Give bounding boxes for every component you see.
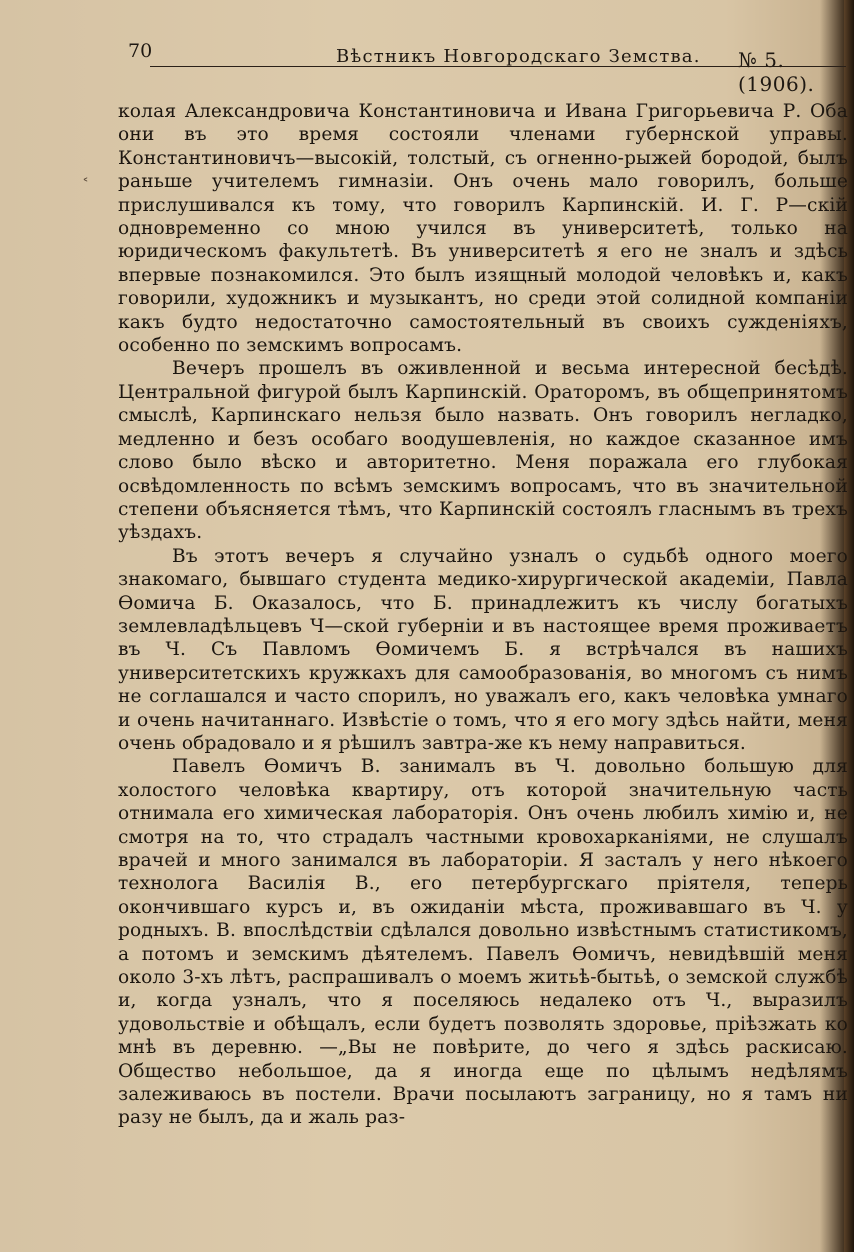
issue-number: № 5. (1906). <box>738 48 815 96</box>
body-text <box>118 100 848 1130</box>
margin-pencil-mark: ˂ <box>82 177 89 193</box>
paragraph-3: Въ этотъ вечеръ я случайно узналъ о судьбѣ одного моего знакомаго, бывшаго студента медико-хирургической академіи, Павла Ѳомича Б. Оказалось, что Б. принадлежитъ къ числу богатыхъ землевладѣльцевъ Ч—ской губерніи и въ настоящее время проживаетъ въ Ч. Съ Павломъ Ѳомичемъ Б. я встрѣчался въ нашихъ университетскихъ кружкахъ для самообразованія, во многомъ съ нимъ не соглашался и часто спорилъ, но уважалъ его, какъ человѣка умнаго и очень начитаннаго. Извѣстіе о томъ, что я его могу здѣсь найти, меня очень обрадовало и я рѣшилъ завтра-же къ нему направиться. <box>118 545 848 754</box>
paragraph-2: Вечеръ прошелъ въ оживленной и весьма интересной бесѣдѣ. Центральной фигурой былъ Карпинскій. Ораторомъ, въ общепринятомъ смыслѣ, Карпинскаго нельзя было назвать. Онъ говорилъ негладко, медленно и безъ особаго воодушевленія, но каждое сказанное имъ слово было вѣско и авторитетно. Меня поражала его глубокая освѣдомленность по всѣмъ земскимъ вопросамъ, что въ значительной степени объясняется тѣмъ, что Карпинскій состоялъ гласнымъ въ трехъ уѣздахъ. <box>118 358 848 544</box>
page-number: 70 <box>128 40 153 62</box>
journal-title: Вѣстникъ Новгородскаго Земства. <box>336 46 701 67</box>
running-header <box>118 34 846 96</box>
paragraph-1: колая Александровича Константиновича и Ивана Григорьевича Р. Оба они въ это время состояли членами губернской управы. Константиновичъ—высокій, толстый, съ огненно-рыжей бородой, былъ раньше учителемъ гимназіи. Онъ очень мало говорилъ, больше прислушивался къ тому, что говорилъ Карпинскій. И. Г. Р—скій одновременно со мною учился въ университетѣ, только на юридическомъ факультетѣ. Въ университетѣ я его не зналъ и здѣсь впервые познакомился. Это былъ изящный молодой человѣкъ и, какъ говорили, художникъ и музыкантъ, но среди этой солидной компаніи какъ будто недостаточно самостоятельный въ своихъ сужденіяхъ, особенно по земскимъ вопросамъ. <box>118 101 848 357</box>
paragraph-4: Павелъ Ѳомичъ В. занималъ въ Ч. довольно большую для холостого человѣка квартиру, отъ которой значительную часть отнимала его химическая лабораторія. Онъ очень любилъ химію и, не смотря на то, что страдалъ частными кровохарканіями, не слушалъ врачей и много занимался въ лабораторіи. Я засталъ у него нѣкоего технолога Василія В., его петербургскаго пріятеля, теперь окончившаго курсъ и, въ ожиданіи мѣста, проживавшаго въ Ч. у родныхъ. В. впослѣдствіи сдѣлался довольно извѣстнымъ статистикомъ, а потомъ и земскимъ дѣятелемъ. Павелъ Ѳомичъ, невидѣвшій меня около 3-хъ лѣтъ, распрашивалъ о моемъ житьѣ-бытьѣ, о земской службѣ и, когда узналъ, что я поселяюсь недалеко отъ Ч., выразилъ удовольствіе и обѣщалъ, если будетъ позволять здоровье, пріѣзжать ко мнѣ въ деревню. —„Вы не повѣрите, до чего я здѣсь раскисаю. Общество небольшое, да я иногда еще по цѣлымъ недѣлямъ залеживаюсь въ постели. Врачи посылаютъ заграницу, но я тамъ ни разу не былъ, да и жаль раз- <box>118 756 848 1129</box>
header-rule <box>150 66 846 67</box>
